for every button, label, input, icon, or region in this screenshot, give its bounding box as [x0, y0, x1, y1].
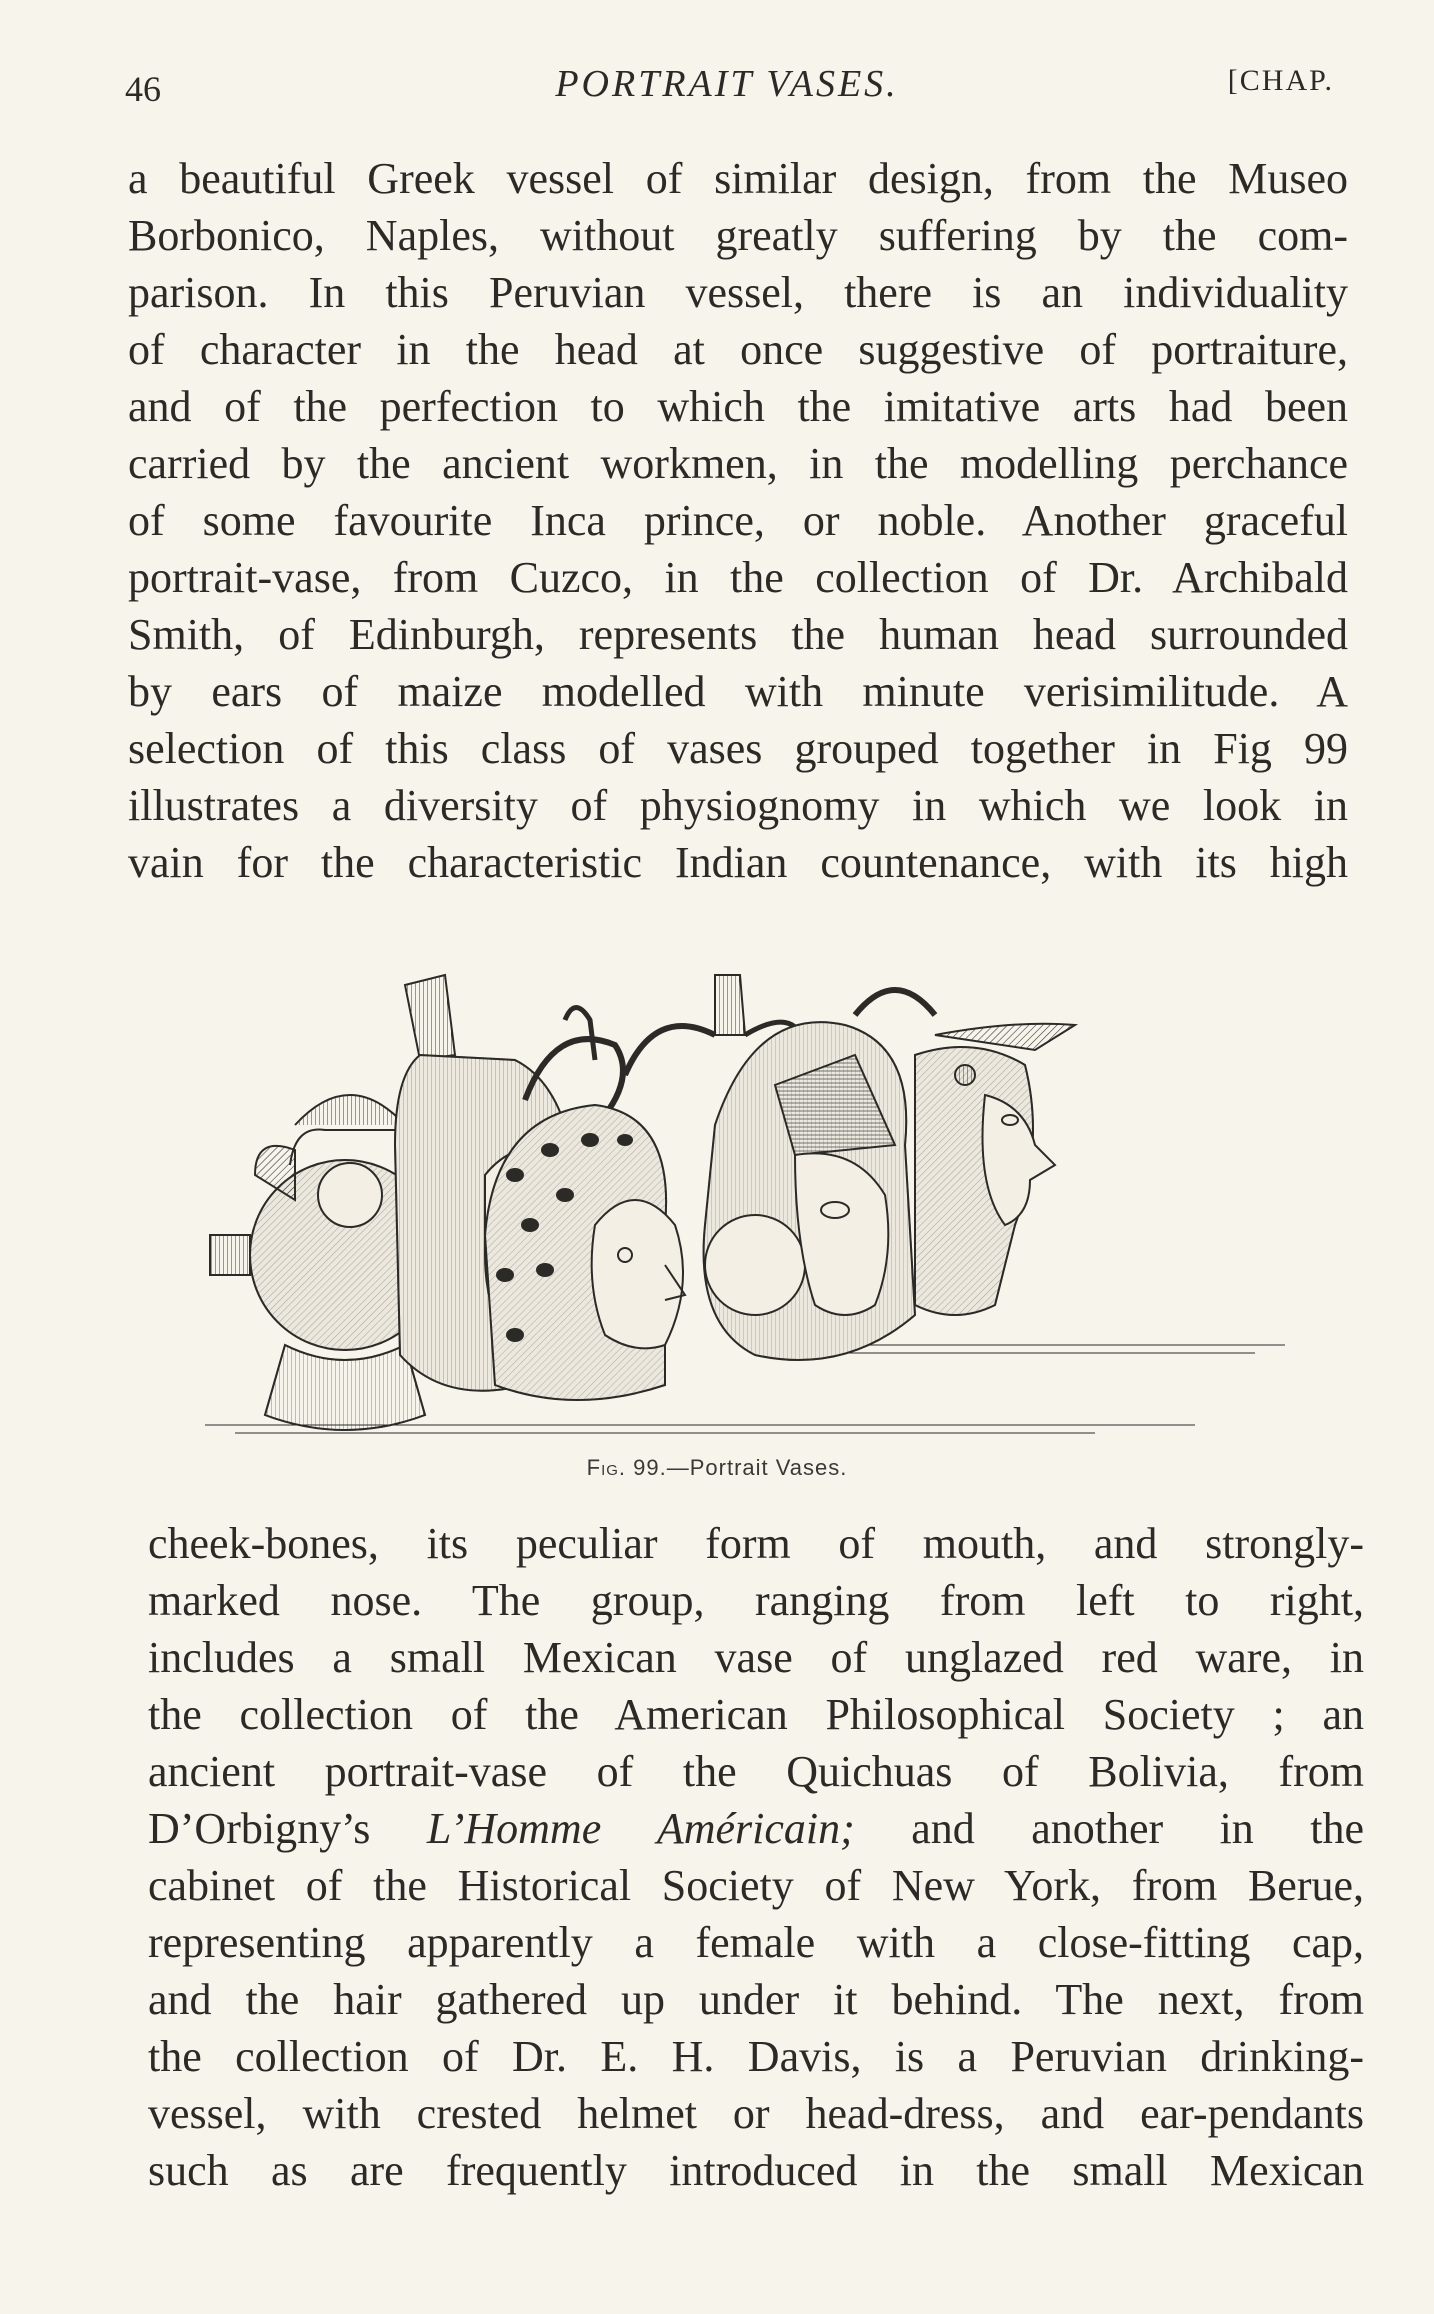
text-line: includes a small Mexican vase of unglazed red ware, in — [148, 1633, 1364, 1682]
text-line: and the hair gathered up under it behind. The next, from — [148, 1975, 1364, 2024]
text-line: the collection of the American Philosophical Society ; an — [148, 1690, 1364, 1739]
figure-caption — [0, 1455, 1434, 1481]
text-line: vessel, with crested helmet or head-dress, and ear-pendants — [148, 2089, 1364, 2138]
text-line: portrait-vase, from Cuzco, in the collection of Dr. Archibald — [128, 553, 1348, 602]
portrait-vases-engraving — [195, 925, 1305, 1445]
text-line: illustrates a diversity of physiognomy in which we look in — [128, 781, 1348, 830]
running-head: PORTRAIT VASES. — [555, 63, 899, 105]
text-line: Borbonico, Naples, without greatly suffering by the com- — [128, 211, 1348, 260]
chapter-mark: [CHAP. — [1227, 64, 1334, 97]
text-line: selection of this class of vases grouped together in Fig 99 — [128, 724, 1348, 773]
text-line: the collection of Dr. E. H. Davis, is a Peruvian drinking- — [148, 2032, 1364, 2081]
text-line: such as are frequently introduced in the small Mexican — [148, 2146, 1364, 2195]
text-line: ancient portrait-vase of the Quichuas of Bolivia, from — [148, 1747, 1364, 1796]
text-line: marked nose. The group, ranging from left to right, — [148, 1576, 1364, 1625]
text-line: vain for the characteristic Indian countenance, with its high — [128, 838, 1348, 887]
text-line: cheek-bones, its peculiar form of mouth, and strongly- — [148, 1519, 1364, 1568]
text-line: and of the perfection to which the imitative arts had been — [128, 382, 1348, 431]
text-line — [148, 1800, 1364, 1857]
page-header — [120, 58, 1334, 118]
text-line: of some favourite Inca prince, or noble. Another graceful — [128, 496, 1348, 545]
text-line: parison. In this Peruvian vessel, there is an individuality — [128, 268, 1348, 317]
text-line: cabinet of the Historical Society of New York, from Berue, — [148, 1861, 1364, 1910]
portrait-vases-figure — [195, 925, 1305, 1445]
text-line: a beautiful Greek vessel of similar design, from the Museo — [128, 154, 1348, 203]
text-line: of character in the head at once suggestive of portraiture, — [128, 325, 1348, 374]
page-number: 46 — [125, 69, 161, 109]
text-line: by ears of maize modelled with minute verisimilitude. A — [128, 667, 1348, 716]
book-title-italic: L’Homme Américain; — [426, 1804, 855, 1853]
bottom-paragraph — [148, 1515, 1364, 2199]
text-fragment: D’Orbigny’s — [148, 1804, 427, 1853]
top-paragraph — [128, 150, 1348, 891]
text-line: Smith, of Edinburgh, represents the human head surrounded — [128, 610, 1348, 659]
caption-text: —Portrait Vases. — [666, 1455, 848, 1480]
text-line: carried by the ancient workmen, in the modelling perchance — [128, 439, 1348, 488]
text-line: representing apparently a female with a close-fitting cap, — [148, 1918, 1364, 1967]
text-fragment: and another in the — [854, 1804, 1364, 1853]
caption-label: Fig. 99. — [586, 1455, 667, 1480]
